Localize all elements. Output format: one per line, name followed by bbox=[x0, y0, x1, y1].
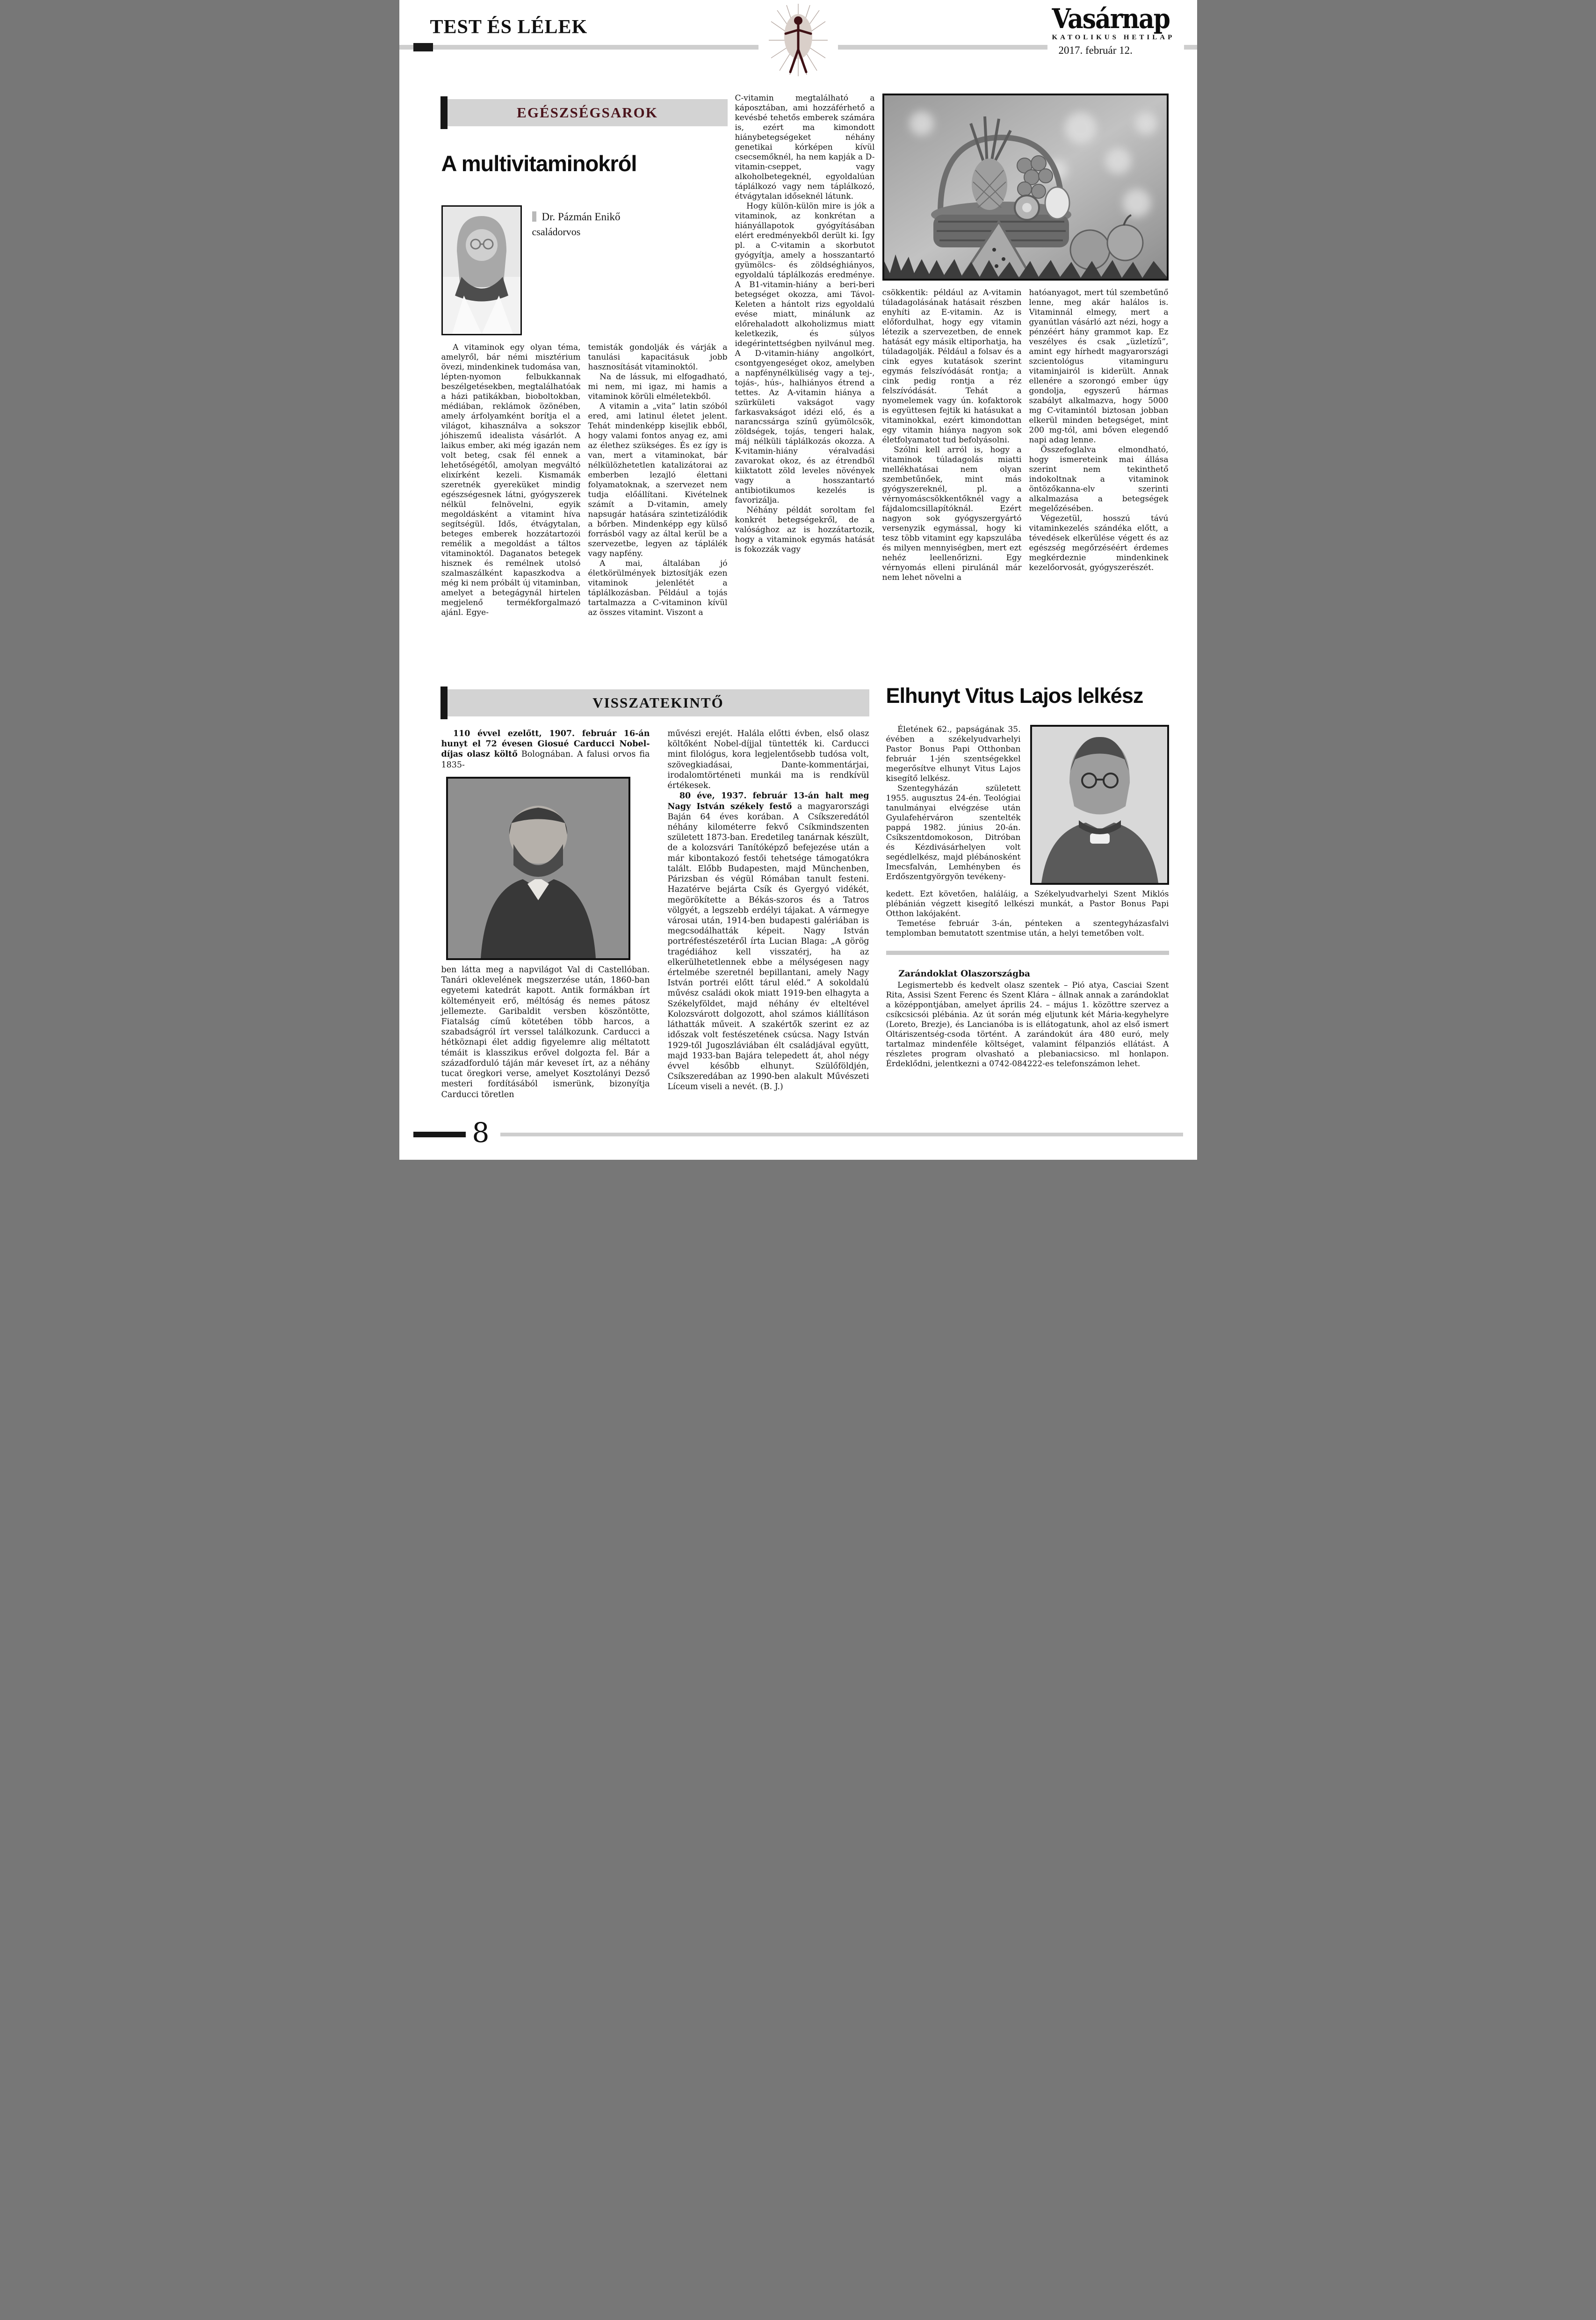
health-kicker-bar bbox=[441, 99, 728, 126]
footer-black-bar bbox=[413, 1132, 466, 1137]
bottom-section bbox=[441, 684, 1169, 1100]
paragraph: Na de lássuk, mi elfogadható, mi nem, mi igaz, mi hamis a vitaminok körüli elméletekből. bbox=[588, 372, 728, 401]
obituary-text-beside-photo bbox=[886, 725, 1021, 885]
paragraph: ben látta meg a napvilágot Val di Castellóban. Tanári oklevelének megszerzése után, 1860-ban egyetemi katedrát kapott. Antik formákban írt költeményeit erő, méltóság és nemes pátosz jellemezte. Garibaldit versben köszöntötte, Fiatalság című kötetében több harcos, a szabadságról írt verssel találkozunk. Carducci a hétköznapi élet addig figyelemre alig méltatott témáit is klasszikus erővel dolgozta fel. Bár a századforduló táján már keveset írt, az a néhány tucat öregkori verse, amelyet Kosztolányi Dezső mesteri fordításából ismerünk, bizonyítja Carducci töretlen bbox=[441, 965, 650, 1099]
obituary-row bbox=[886, 725, 1169, 885]
byline-marker bbox=[532, 211, 536, 222]
paragraph: A vitaminok egy olyan téma, amelyről, bár némi misztérium övezi, mindenkinek tudomása van, lépten-nyomon felbukkannak beszélgetésekben, megtalálhatóak a házi patikákban, bioboltokban, médiában, reklámok özönében, amely árfolyamként borítja el a világot, kihasználva a sokszor jóhiszemű idealista vásárlót. A laikus ember, aki még igazán nem volt beteg, csak fél ennek a lehetőségétől, amolyan megváltó elixírként kezeli. Kismamák szeretnék gyereküket mindig egészségesnek látni, gyógyszerek nélkül felnövelni, egyik megoldásként a vitamint híva segítségül. Idős, étvágytalan, beteges emberek hozzátartozói remélik a megoldást a táltos vitaminoktól. Daganatos betegek hisznek és remélnek utolsó szalmaszálként kapaszkodva a még ki nem próbált új vitaminban, amelyet a betegágynál hirtelen megjelenő termékforgalmazó ajánl. Egye- bbox=[441, 343, 581, 617]
paragraph: 80 éve, 1937. február 13-án halt meg Nagy István székely festő a magyarországi Baján 64 éves korában. A Csíkszeredától néhány kilométerre fekvő Csíkmindszenten született 1873-ban. Eredetileg tanárnak készült, de a kolozsvári Tanítóképző befejezése után a már kibontakozó festői tehetsége támogatókra talált. Előbb Budapesten, majd Münchenben, Párizsban és végül Rómában tanult festeni. Hazatérve bejárta Csík és Gyergyó vidékét, megörökítette a Békás-szoros és a Tatros völgyét, a legszebb erdélyi tájakat. A vármegye városai után, 1914-ben budapesti galériában is megcsodálhatták képeit. Nagy István portréfestészetéről írta Lucian Blaga: „A görög tragédiához kell visszatérj, ha az elkerülhetetlennek ebbe a mélységesen nagy értelmébe szeretnél bepillantani, amely Nagy István portréi előtt tárul eléd.” A sokoldalú művész családi okok miatt 1919-ben elhagyta a Székelyföldet, majd néhány év elteltével Kolozsvárott dolgozott, ahol számos kiállításon láthatták műveit. A szakértők szerint ez az időszak volt festészetének csúcsa. Nagy István 1929-től Jugoszláviában élt családjával együtt, majd 1933-ban Bajára telepedett át, ahol négy évvel később elhunyt. Szülőföldjén, Csíkszeredában az 1990-ben alakult Művészeti Líceum viseli a nevét. (B. J.) bbox=[667, 791, 869, 1092]
retrospective-columns bbox=[441, 729, 869, 1100]
paragraph: Összefoglalva elmondható, hogy ismereteink mai állása szerint nem tekinthető indokoltnak a vitaminok öntözőkanna-elv szerinti alkalmazása a betegségek megelőzésében. bbox=[1029, 445, 1169, 513]
byline-row bbox=[441, 205, 728, 335]
paragraph: Szólni kell arról is, hogy a vitaminok túladagolás miatti mellékhatásai nem olyan szembetűnőek, mint más gyógyszereknél, pl. a vérnyomáscsökkentőknél vagy a fájdalomcsillapítóknál. Ezért nagyon sok gyógyszergyártó versenyzik egymással, hogy ki tesz több vitamint egy kapszulába és milyen mennyiségben, mert ezt nehéz leellenőrizni. Egy vérnyomás elleni pirulánál már nem lehet növelni a bbox=[882, 445, 1022, 582]
masthead bbox=[1047, 3, 1184, 58]
retrospective-intro bbox=[441, 729, 650, 770]
paragraph: A mai, általában jó életkörülmények biztosítják ezen vitaminok jelenlétét a táplálkozásban. Például a tojás tartalmazza a C-vitaminon kívül az összes vitamint. Viszont a bbox=[588, 558, 728, 617]
retrospective-column-1 bbox=[441, 729, 650, 1100]
paragraph: A vitamin a „vita” latin szóból ered, ami latinul életet jelent. Tehát mindenképp kisejlik ebből, hogy valami fontos anyag ez, ami az élethez szükséges. És ez így is van, mert a vitaminokat, bár nélkülözhetetlen katalizátorai az emberben lezajló élettani folyamatoknak, a szervezet nem tudja előállítani. Kivételnek számít a D-vitamin, amely napsugár hatására szintetizálódik a bőrben. Mindenképp egy külső forrásból vagy az által kerül be a szervezetbe, legyen az táplálék vagy napfény. bbox=[588, 401, 728, 558]
paragraph: művészi erejét. Halála előtti évben, első olasz költőként Nobel-díjjal tüntették ki. Carducci mint filológus, kora legjelentősebb tudósa volt, szövegkiadásai, Dante-kommentárjai, irodalomtörténeti munkái ma is rendkívül értékesek. bbox=[667, 729, 869, 791]
health-kicker: EGÉSZSÉGSAROK bbox=[517, 104, 658, 121]
retrospective-kicker: VISSZATEKINTŐ bbox=[592, 694, 724, 711]
footer-gray-rule bbox=[500, 1133, 1183, 1136]
page-header bbox=[399, 0, 1197, 71]
paragraph: Életének 62., papságának 35. évében a székelyudvarhelyi Pastor Bonus Papi Otthonban február 1-jén szentségekkel megerősítve elhunyt Vitus Lajos kisegítő lelkész. bbox=[886, 725, 1021, 783]
paragraph: Hogy külön-külön mire is jók a vitaminok, az konkrétan a hiányállapotok gyógyításában elért eredményekből derült ki. Így pl. a C-vitamin a skorbutot gyógyítja, amely a hosszantartó gyümölcs- és zöldséghiányos, egyoldalú táplálkozás eredménye. A B1-vitamin-hiány a beri-beri betegséget okozza, ami Távol-Keleten a hántolt rizs egyoldalú evése miatt, minálunk az előrehaladott alkoholizmus miatt keletkezik, és súlyos idegérintettségben nyilvánul meg. A D-vitamin-hiány angolkórt, csontgyengeséget okoz, amelyben a napfénynélküliség vagy a tej-, tojás-, hús-, halhiányos étrend a tettes. Az A-vitamin hiánya a szürkületi vakságot vagy farkasvakságot idézi elő, és a narancssárga színű gyümölcsök, zöldségek, tojás, tengeri halak, máj nélküli táplálkozás okozza. A K-vitamin-hiány véralvadási zavarokat okoz, és az étrendből kiiktatott zöld leveles növények vagy a hosszantartó antibiotikumos kezelés is favorizálja. bbox=[735, 201, 875, 506]
paragraph: Temetése február 3-án, pénteken a szentegyházasfalvi templomban bemutatott szentmise után, a helyi temetőben volt. bbox=[886, 918, 1169, 938]
kicker-gray-bar bbox=[448, 99, 728, 126]
paper-subtitle: KATOLIKUS HETILAP bbox=[1052, 34, 1175, 41]
paragraph: Szentegyházán született 1955. augusztus 24-én. Teológiai tanulmányai elvégzése után Gyulafehérváron szentelték pappá 1982. június 20-án. Csíkszentdomokoson, Ditróban és Kézdivásárhelyen volt segédlelkész, majd plébánosként Imecsfalván, Lemhényben és Erdőszentgyörgyön tevékeny- bbox=[886, 783, 1021, 882]
retrospective-section bbox=[441, 684, 869, 1100]
retrospective-column-2 bbox=[668, 729, 869, 1100]
obituary-section bbox=[886, 684, 1169, 1100]
health-article-section bbox=[441, 94, 1169, 680]
kicker-black-bar bbox=[441, 687, 448, 719]
kicker-black-bar bbox=[441, 96, 448, 129]
obituary-text-below-photo bbox=[886, 889, 1169, 939]
paragraph: temisták gondolják és várják a tanulási kapacitásuk jobb hasznosítását vitaminoktól. bbox=[588, 343, 728, 372]
health-column-3 bbox=[735, 94, 875, 680]
vitus-lajos-portrait-photo bbox=[1030, 725, 1169, 885]
health-column-4 bbox=[882, 288, 1022, 583]
vitruvian-man-logo-icon bbox=[758, 3, 838, 78]
paragraph: Néhány példát soroltam fel konkrét betegségekről, de a valósághoz az is hozzátartozik, hogy a vitaminok egymás hatását is fokozzák vagy bbox=[735, 506, 875, 555]
pilgrimage-body bbox=[886, 981, 1169, 1069]
pilgrimage-title: Zarándoklat Olaszországba bbox=[898, 968, 1030, 979]
author-name: Dr. Pázmán Enikő bbox=[542, 211, 621, 223]
newspaper-page bbox=[399, 0, 1197, 1160]
health-article-head-block bbox=[441, 94, 728, 680]
section-divider bbox=[886, 951, 1169, 955]
page-footer bbox=[413, 1117, 1183, 1149]
health-column-1 bbox=[441, 343, 581, 618]
obituary-title: Elhunyt Vitus Lajos lelkész bbox=[886, 684, 1143, 708]
retrospective-continuation bbox=[441, 965, 650, 1100]
carducci-portrait-photo bbox=[446, 777, 630, 960]
health-text-columns-1-2 bbox=[441, 343, 728, 618]
paragraph: hatóanyagot, mert túl szembetűnő lenne, meg akár halálos is. Vitaminnál elmegy, mert a gyanútlan vásárló azt nézi, hogy a pénzéért hány grammot kap. Ez veszélyes és csak „üzletízű”, amint egy hírhedt magyarországi szcientológus vitaminguru vitaminjairól is kiderült. Annak ellenére a szorongó ember úgy gondolja, egyszerű hármas szabályt alkalmazva, hogy 5000 mg C-vitamintól biztosan jobban elkerül minden betegséget, mint 200 mg-tól, ami bőven elegendő napi adag lenne. bbox=[1029, 288, 1169, 445]
retrospective-kicker-bar bbox=[441, 689, 869, 716]
issue-date: 2017. február 12. bbox=[1058, 44, 1133, 56]
paper-name: Vasárnap bbox=[1052, 3, 1170, 35]
paragraph: C-vitamin megtalálható a káposztában, ami hozzáférhető a kevésbé tehetős emberek számára is, ezért ma kimondott hiánybetegségeket néhány genetikai kórképen kívül csecsemőknél, ha nem kapják a D-vitamin-cseppet, vagy alkoholbetegeknél, egyoldalúan táplálkozó vagy nem táplálkozó, étvágytalan időseknél látunk. bbox=[735, 94, 875, 201]
health-column-5 bbox=[1029, 288, 1169, 583]
pilgrimage-notice bbox=[886, 969, 1169, 1069]
paragraph: Végezetül, hosszú távú vitaminkezelés szándéka előtt, a tévedések elkerülése végett és az egészség megőrzéséért érdemes megkérdeznie mindenkinek kezelőorvosát, gyógyszerészét. bbox=[1029, 513, 1169, 572]
paragraph: kedett. Ezt követően, haláláig, a Székelyudvarhelyi Szent Miklós plébánián végzett kisegítő lelkészi munkát, a Pastor Bonus Papi Otthon lakójaként. bbox=[886, 889, 1169, 918]
paragraph: Legismertebb és kedvelt olasz szentek – Pió atya, Casciai Szent Rita, Assisi Szent Ferenc és Szent Klára – állnak annak a zarándoklat a középpontjában, amelyet április 24. – május 1. közöttre szervez a csíkcsicsói plébánia. Az út során még eljutunk két Mária-kegyhelyre (Loreto, Brezje), és Lancianóba is is ellátogatunk, ahol az első ismert Oltáriszentség-csoda történt. A zarándokút ára 480 euró, mely tartalmaz mindenféle költséget, valamint félpanziós ellátást. A részletes program olvasható a plebaniacsicso. ml honlapon. Érdeklődni, jelentkezni a 0742-084222-es telefonszámon lehet. bbox=[886, 980, 1169, 1069]
paragraph: csökkentik: például az A-vitamin túladagolásának hatásait részben enyhíti az E-vitamin. Az is előfordulhat, hogy egy vitamin létezik a szervezetben, de ennek hatását egy másik eltiporhatja, ha túladagolják. Például a folsav és a cink egyes kutatások szerint egymás felszívódását rontja; a cink pedig rontja a réz felszívódását. Tehát a nyomelemek vagy ún. kofaktorok is együttesen fejtik ki hatásukat a vitaminokkal, ezért kimondottan egy vitamin hiánya nagyon sok életfolyamatot tud befolyásolni. bbox=[882, 288, 1022, 445]
health-photo-block bbox=[882, 94, 1169, 680]
author-photo bbox=[441, 205, 522, 335]
health-column-2 bbox=[588, 343, 728, 618]
health-text-columns-4-5 bbox=[882, 288, 1169, 583]
paragraph: 110 évvel ezelőtt, 1907. február 16-án hunyt el 72 évesen Giosué Carducci Nobel-díjas olasz költő Bolognában. A falusi orvos fia 1835- bbox=[441, 729, 650, 770]
section-title: TEST ÉS LÉLEK bbox=[426, 16, 594, 41]
page-number: 8 bbox=[472, 1117, 490, 1149]
fruit-basket-photo bbox=[882, 94, 1169, 281]
byline bbox=[532, 205, 621, 335]
header-dash bbox=[413, 43, 433, 51]
health-article-title: A multivitaminokról bbox=[441, 151, 637, 176]
author-role: családorvos bbox=[532, 226, 581, 238]
kicker-gray-bar bbox=[448, 689, 869, 716]
